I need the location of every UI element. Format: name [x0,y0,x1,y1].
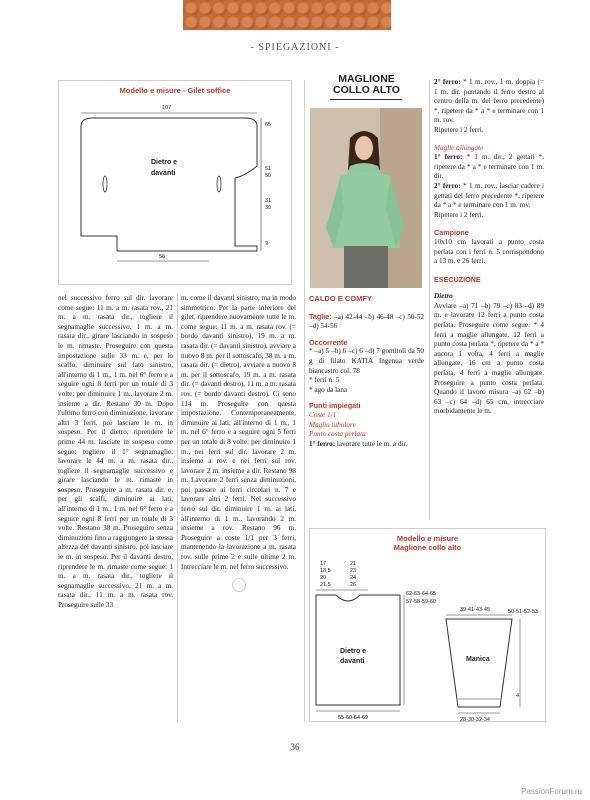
sweater-title [311,74,422,96]
neckw-2: 23 [350,568,357,574]
title-underline [330,99,402,100]
stitch-3-row1-label: 1° ferro: [309,439,336,448]
col1-text: nel successivo ferro sul dir. lavorare come segue: 11 m. a m. rasata rov., 21 m. a m. rasata dir., togliere il segnamaglie successivo, 1 m. a m. rasata dir., girare lasciando in sospeso le m. rimaste. Proseguire con questa impostazione sulle 33 m. e, per lo scalfo, diminuire sul lato sinistro, all'interno di 1 m., 1 m. nel 6° ferro e a seguire ogni 8 ferri per un totale di 3 volte; per diminuire 1 m., lavorare 2 m. insieme a dir. Restano 30 m. Dopo l'ultimo ferro con diminuzione, lavorare altri 3 ferri, poi lasciare le m. in sospeso. Per il dietro, riprendere le prime 44 m. lasciate in sospeso come segue: togliere il 1° segnamaglie, lavorare le 44 m. a m. rasata dir., togliere il segnamaglie successivo e girare lasciando le m. rimaste in sospeso. Proseguire a m. rasata dir. e, per gli scalfi, diminuire ai lati, all'interno di 1 m., 1 m. nel 6° ferro e a seguire ogni 8 ferri per un totale di 3 volte. Restano 38 m. Proseguire senza diminuzioni fino a raggiungere la stessa altezza del davanti sinistro, poi lasciare le m. in sospeso. Per il davanti destro, riprendere le m. rimaste come segue: 1 m. a m. rasata dir., togliere il segnamaglie successivo, 21 m. a m. rasata dir., 11 m. a m. rasata rov. Proseguire sulle 33 [58,294,173,609]
back: Avviare –a) 71 –b) 79 –c) 83 –d) 89 m. e lavorare 12 ferri a punto costa perlata. Proseguire come segue: * 4 ferri a maglie allungate, 12 ferri a punto costa perlata *, ripetere da * a * ancora 1 volta, 4 ferri a maglie allungate, 16 cm a punto costa perlata, 4 ferri a maglie allungate. Proseguire a punto costa perlata. Quando il lavoro misura –a) 62 –b) 63 –c) 64 –d) 65 cm, intrecciare morbidamente le m. [434,301,544,416]
page-number: 36 [290,742,300,752]
body-h1: 62-63-64-65 [406,591,436,597]
text-column-3 [309,294,424,449]
gauge-head: Campione [434,228,469,238]
gilet-label-2: davanti [151,170,176,177]
el-row1: * 1 m. dir., 2 gettati *, ripetere da * a * e terminare con 1 m. dir. [434,153,544,181]
gilet-dim-r2b: 50 [265,173,272,179]
sweater-diagram-box [309,528,546,722]
body-label-2: davanti [340,658,365,665]
sweater-title-1: MAGLIONE [338,73,395,85]
neck-2: 18,5 [320,568,331,574]
sizes-label: Taglie: [309,311,332,321]
row2: * 1 m. rov., 1 m. doppia (= 1 m. dir. puntando il ferro destro al centro della m. del ferro precedente) *, ripetere da * a * e terminare con 1 m. rov. [434,78,544,125]
divider [304,80,305,722]
gilet-diagram [59,96,291,286]
divider [429,80,430,520]
col2-text: m. come il davanti sinistro, ma in modo simmetrico. Per la parte inferiore del gilet, riprendere nuovamente tutte le m. come segue: 11 m. a m. rasata rov. (= bordo davanti sinistro), 19 m. a m. rasata dir. (= davanti sinistro), avviare a nuovo 8 m. per il sottoscafo, 38 m. a m. rasata dir. (= dietro), avviare a nuovo 8 m. per il sottoscafo, 19 m. a m. rasata dir. (= davanti destro), 11 m. a m. rasata rov. (= bordo davanti destro). Ci sono 114 m. Proseguire con questa impostazione. Contemporaneamente, diminuire ai lati, all'interno di 1 m., 1 m. nel 6° ferro e a seguire ogni 5 ferri per un totale di 8 volte: per diminuire 1 m., nei ferri sul dir. lavorare 2 m. insieme a rov. e nei ferri sul rov. lavorare 2 m. insieme a dir. Restano 98 m. Lavorare 2 ferri senza diminuzioni, poi passare ai ferri circolari n. 7 e lavorare altri 2 ferri. Nel successivo ferro sul dir. diminuire 1 m. ai lati, all'interno di 1 m., lavorando 2 m. insieme a rov. Restano 96 m. Proseguire a coste 1/1 per 3 ferri, mantenendo la lavorazione a m. rasata rov. sulle prime 2 e sulle ultime 2 m. Intrecciare le m. nel ferro successivo. [181,294,296,571]
yarn-header-image [183,0,391,30]
body-width: 55-60-64-69 [338,715,368,721]
gilet-dim-r2a: 51 [265,166,272,172]
repeat-1: Ripetere i 2 ferri. [434,125,484,134]
stitch-2: Maglia tubolare [309,420,356,429]
neckw-4: 26 [350,582,357,588]
gilet-dim-bottom: 56 [159,254,166,260]
gilet-dim-r3a: 31 [265,198,272,204]
gilet-diagram-box [58,80,292,285]
el-row1-label: 1° ferro: [434,153,463,162]
repeat-2: Ripetere i 2 ferri. [434,210,484,219]
neckw-1: 21 [350,561,357,567]
el-row2-label: 2° ferro: [434,181,461,190]
sweater-box-title-2: Maglione collo alto [393,543,462,552]
gilet-dim-r1: 65 [265,122,272,128]
gilet-dim-r3b: 30 [265,205,272,211]
neck-1: 17 [320,561,327,567]
exec-head: ESECUZIONE [434,274,481,284]
sleeve-length: 50-51-52-53 [508,609,538,615]
sweater-box-title-1: Modello e misure [396,534,459,543]
el-row2: * 1 m. rov., lasciar cadere i gettati del ferro precedente *, ripetere da * a * e terminare con 1 m. rov. [434,181,544,210]
body-label-1: Dietro e [340,648,367,655]
sleeve-cuff: 4 [516,693,520,699]
sleeve-top: 39-41-43-45 [460,607,490,613]
neck-3: 20 [320,575,327,581]
text-column-2 [181,294,296,592]
neck-4: 21,5 [320,582,331,588]
tagline: CALDO E COMFY [309,294,372,303]
section-header: - SPIEGAZIONI - [250,42,340,53]
stitch-3: Punto costa perlata [309,430,366,439]
stitch-3-row1: lavorare tutte le m. a dir. [336,439,408,448]
gilet-dim-r4: 9 [265,241,269,247]
gilet-dim-top: 107 [162,105,172,111]
stitches-head: Punti impiegati [309,401,361,411]
text-column-4 [434,78,544,417]
sweater-title-2: COLLO ALTO [333,84,400,96]
stitch-1: Coste 1/1 [309,410,337,419]
material-2: * ferri n. 5 [309,376,340,385]
gilet-box-title: Modello e misure - Gilet soffice [119,86,231,95]
divider [177,294,178,722]
neckw-3: 24 [350,575,357,581]
row2-label: 2° ferro: [434,78,461,86]
body-h2: 57-58-59-60 [406,599,436,605]
sweater-diagram [310,553,545,721]
model-figure [310,108,422,288]
yarn-ball-icon [232,578,246,592]
model-photo [310,108,422,288]
sleeve-label: Manica [466,656,490,663]
gauge: 10x10 cm lavorati a punto costa perlata con i ferri n. 5 corrispondono a 13 m. e 26 ferri. [434,237,544,266]
sizes: –a) 42-44 –b) 46-48 –c) 50-52 –d) 54-56 [309,312,424,331]
back-head: Dietro [434,292,453,301]
text-column-1 [58,294,173,611]
sleeve-bottom: 28-30-32-34 [460,717,490,721]
material-3: * ago da lana [309,385,348,394]
materials: * –a) 5 –b) 6 –c) 6 –d) 7 gomitoli da 50 g di filato KATIA Ingenua verde biancastro col. 78 [309,347,424,375]
gilet-label-1: Dietro e [151,159,178,166]
watermark: PassionForum.ru [521,787,582,796]
materials-head: Occorrente [309,337,348,347]
elongated-head: Maglie allungate [434,143,484,152]
